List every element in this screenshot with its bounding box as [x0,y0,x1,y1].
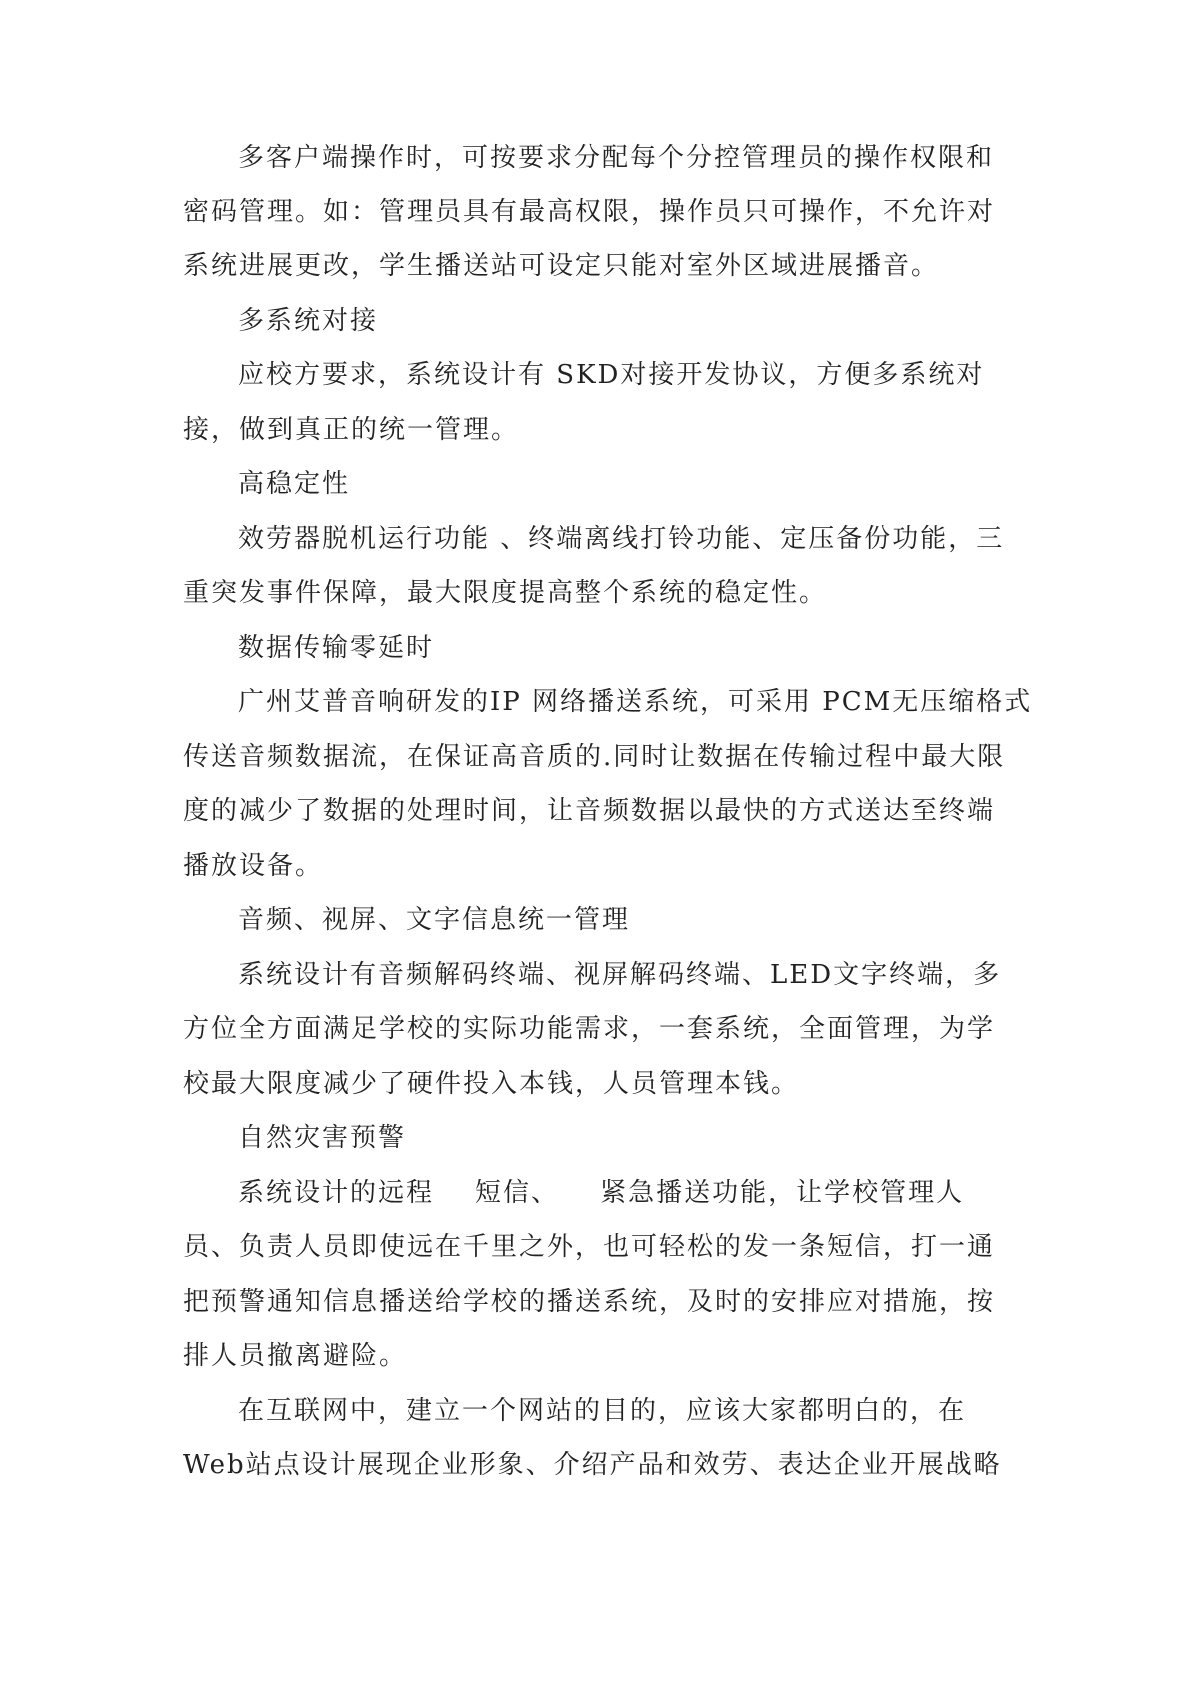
paragraph-line: 系统进展更改，学生播送站可设定只能对室外区域进展播音。 [183,251,940,281]
paragraph-line: 度的减少了数据的处理时间，让音频数据以最快的方式送达至终端 [183,796,996,826]
section-heading: 数据传输零延时 [238,633,435,663]
section-heading: 高稳定性 [238,469,351,499]
paragraph-line: 接，做到真正的统一管理。 [183,415,520,445]
paragraph-line: 排人员撤离避险。 [183,1341,408,1371]
section-heading: 多系统对接 [238,306,379,336]
paragraph-line: 广州艾普音响研发的IP 网络播送系统，可采用 PCM无压缩格式 [238,687,1033,717]
section-heading: 自然灾害预警 [238,1123,407,1153]
section-heading: 音频、视屏、文字信息统一管理 [238,905,631,935]
paragraph-line: 多客户端操作时，可按要求分配每个分控管理员的操作权限和 [238,143,995,173]
paragraph-line: 在互联网中，建立一个网站的目的，应该大家都明白的，在 [238,1396,967,1426]
paragraph-line: 重突发事件保障，最大限度提高整个系统的稳定性。 [183,578,828,608]
paragraph-line: 应校方要求，系统设计有 SKD对接开发协议，方便多系统对 [238,360,985,390]
paragraph-line: 传送音频数据流，在保证高音质的.同时让数据在传输过程中最大限 [183,742,1006,772]
paragraph-line: 系统设计有音频解码终端、视屏解码终端、LED文字终端，多 [238,960,1002,990]
paragraph-line: 播放设备。 [183,851,324,881]
paragraph-line: 员、负责人员即使远在千里之外，也可轻松的发一条短信，打一通 [183,1232,996,1262]
paragraph-line: 校最大限度减少了硬件投入本钱，人员管理本钱。 [183,1069,800,1099]
paragraph-line: 效劳器脱机运行功能 、终端离线打铃功能、定压备份功能，三 [238,524,1005,554]
paragraph-line: 系统设计的远程 短信、 紧急播送功能，让学校管理人 [238,1178,965,1208]
paragraph-line: 方位全方面满足学校的实际功能需求，一套系统，全面管理，为学 [183,1014,996,1044]
paragraph-line: 把预警通知信息播送给学校的播送系统，及时的安排应对措施，按 [183,1287,996,1317]
paragraph-line: Web站点设计展现企业形象、介绍产品和效劳、表达企业开展战略 [183,1450,1002,1480]
paragraph-line: 密码管理。如：管理员具有最高权限，操作员只可操作，不允许对 [183,197,996,227]
